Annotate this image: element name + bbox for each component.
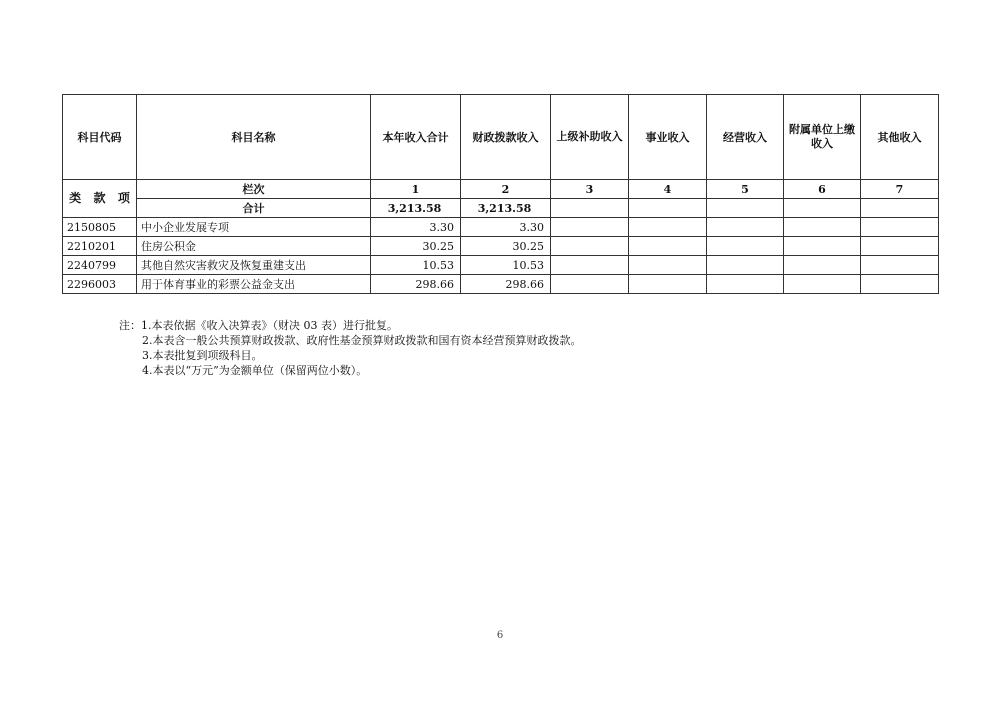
row-fiscal-appropriation: 30.25: [461, 237, 551, 256]
code-sub-lei: 类: [69, 191, 82, 205]
header-other-income: 其他收入: [861, 95, 939, 180]
row-code: 2296003: [63, 275, 137, 294]
row-operating-income: [707, 275, 784, 294]
row-annual-income: 10.53: [371, 256, 461, 275]
row-name: 用于体育事业的彩票公益金支出: [137, 275, 371, 294]
header-superior-subsidy: 上级补助收入: [551, 95, 629, 180]
code-subheader: [63, 180, 137, 218]
total-fiscal-appropriation: 3,213.58: [461, 199, 551, 218]
header-affiliated-income: 附属单位上缴收入: [784, 95, 861, 180]
code-sub-xiang: 项: [117, 191, 130, 205]
row-operating-income: [707, 237, 784, 256]
row-name: 其他自然灾害救灾及恢复重建支出: [137, 256, 371, 275]
row-code: 2240799: [63, 256, 137, 275]
row-other-income: [861, 275, 939, 294]
table-notes: [119, 318, 582, 378]
column-index-2: 2: [461, 180, 551, 199]
column-index-1: 1: [371, 180, 461, 199]
column-index-5: 5: [707, 180, 784, 199]
column-index-7: 7: [861, 180, 939, 199]
row-annual-income: 298.66: [371, 275, 461, 294]
row-name: 住房公积金: [137, 237, 371, 256]
header-fiscal-appropriation: 财政拨款收入: [461, 95, 551, 180]
row-fiscal-appropriation: 3.30: [461, 218, 551, 237]
total-superior-subsidy: [551, 199, 629, 218]
row-affiliated-income: [784, 256, 861, 275]
row-superior-subsidy: [551, 218, 629, 237]
table-header-row: [63, 95, 939, 180]
note-line: 2.本表含一般公共预算财政拨款、政府性基金预算财政拨款和国有资本经营预算财政拨款。: [142, 334, 582, 347]
column-index-6: 6: [784, 180, 861, 199]
row-operating-income: [707, 256, 784, 275]
column-index-row: [63, 180, 939, 199]
row-other-income: [861, 218, 939, 237]
table-row: [63, 275, 939, 294]
row-business-income: [629, 218, 707, 237]
total-annual-income: 3,213.58: [371, 199, 461, 218]
note-line: 注：1.本表依据《收入决算表》（财决 03 表）进行批复。: [119, 319, 398, 332]
header-code: 科目代码: [63, 95, 137, 180]
total-affiliated-income: [784, 199, 861, 218]
row-fiscal-appropriation: 298.66: [461, 275, 551, 294]
row-affiliated-income: [784, 218, 861, 237]
total-business-income: [629, 199, 707, 218]
row-affiliated-income: [784, 237, 861, 256]
code-sub-kuan: 款: [93, 191, 106, 205]
header-business-income: 事业收入: [629, 95, 707, 180]
row-code: 2210201: [63, 237, 137, 256]
column-index-3: 3: [551, 180, 629, 199]
header-name: 科目名称: [137, 95, 371, 180]
table-row: [63, 237, 939, 256]
row-affiliated-income: [784, 275, 861, 294]
table-row: [63, 256, 939, 275]
column-index-4: 4: [629, 180, 707, 199]
row-superior-subsidy: [551, 256, 629, 275]
row-business-income: [629, 256, 707, 275]
row-operating-income: [707, 218, 784, 237]
income-approval-table: [62, 94, 939, 294]
header-annual-income: 本年收入合计: [371, 95, 461, 180]
row-other-income: [861, 237, 939, 256]
row-code: 2150805: [63, 218, 137, 237]
total-operating-income: [707, 199, 784, 218]
total-other-income: [861, 199, 939, 218]
row-business-income: [629, 275, 707, 294]
row-annual-income: 30.25: [371, 237, 461, 256]
page-number: 6: [496, 630, 504, 641]
note-line: 3.本表批复到项级科目。: [142, 349, 263, 362]
column-index-label: 栏次: [137, 180, 371, 199]
row-annual-income: 3.30: [371, 218, 461, 237]
row-superior-subsidy: [551, 275, 629, 294]
row-business-income: [629, 237, 707, 256]
note-line: 4.本表以“万元”为金额单位（保留两位小数）。: [142, 364, 368, 377]
header-operating-income: 经营收入: [707, 95, 784, 180]
row-fiscal-appropriation: 10.53: [461, 256, 551, 275]
total-label: 合计: [137, 199, 371, 218]
row-other-income: [861, 256, 939, 275]
row-name: 中小企业发展专项: [137, 218, 371, 237]
row-superior-subsidy: [551, 237, 629, 256]
table-row: [63, 218, 939, 237]
total-row: [63, 199, 939, 218]
